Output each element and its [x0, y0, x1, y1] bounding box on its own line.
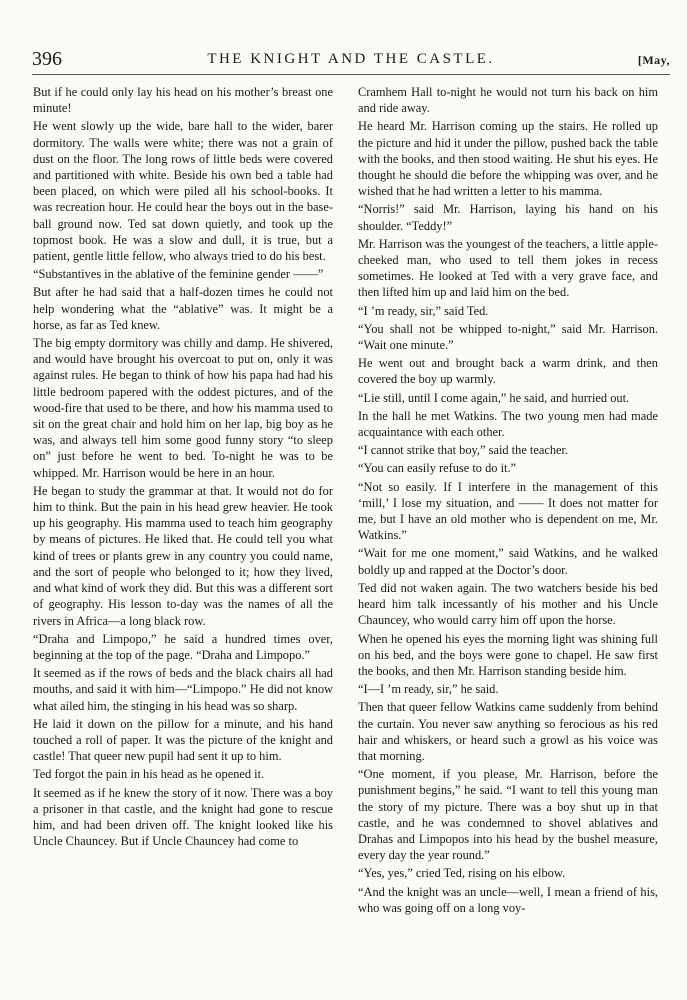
paragraph: In the hall he met Watkins. The two young men had made acquaintance with each other. — [358, 408, 658, 440]
paragraph: Then that queer fellow Watkins came suddenly from behind the curtain. You never saw anything so ferocious as his red hair and whiskers, or heard such a growl as his voice was that morning. — [358, 700, 658, 763]
page-header — [32, 44, 670, 75]
paragraph: He went slowly up the wide, bare hall to the wider, barer dormitory. The walls were white; there was not a grain of dust on the floor. The long rows of little beds were covered and partitioned with white. Beside his own bed a table had been placed, on which were piled all his school-books. It was recreation hour. He could hear the boys out in the base-ball ground now. Ted sat down quietly, and took up the topmost book. He was a slow and dull, it is true, but a patient, gentle little fellow, who always tried to do his best. — [33, 119, 333, 264]
paragraph: He went out and brought back a warm drink, and then covered the boy up warmly. — [358, 356, 658, 387]
paragraph: When he opened his eyes the morning light was shining full on his bed, and the boys were gone to chapel. He saw first the books, and then Mr. Harrison standing beside him. — [358, 631, 658, 678]
paragraph: But after he had said that a half-dozen times he could not help wondering what the “ablative” was. It might be a horse, as far as Ted knew. — [33, 285, 333, 332]
paragraph: “I ’m ready, sir,” said Ted. — [358, 303, 489, 318]
paragraph: “I cannot strike that boy,” said the teacher. — [358, 443, 569, 458]
paragraph: Cramhem Hall to-night he would not turn his back on him and ride away. — [358, 85, 658, 116]
paragraph: It seemed as if the rows of beds and the black chairs all had mouths, and said it with him—“Limpopo.” He did not know what ailed him, the stinging in his head was so sharp. — [33, 666, 333, 713]
paragraph: He began to study the grammar at that. It would not do for him to think. But the pain in his head grew heavier. He took up his geography. His mamma used to teach him geography by means of pictures. He liked that. He could tell you what kind of trees or plants grew in any country you could name, and the sort of people who belonged to it; how they lived, and what kind of work they did. But this was a different sort of geography. His lesson to-day was the names of all the rivers in Africa—a long black row. — [33, 483, 333, 628]
paragraph: “Wait for me one moment,” said Watkins, and he walked boldly up and rapped at the Doctor’s door. — [358, 546, 658, 577]
left-column — [33, 84, 333, 849]
paragraph: Ted forgot the pain in his head as he opened it. — [33, 767, 265, 782]
page-number: 396 — [32, 48, 62, 70]
paragraph: He heard Mr. Harrison coming up the stairs. He rolled up the picture and hid it under the pillow, pushed back the table with the books, and then stood waiting. He shut his eyes. He thought he should die before the whipping was over, and he wished that he had written a letter to his mamma. — [358, 119, 658, 199]
right-column — [358, 84, 658, 916]
paragraph: “You shall not be whipped to-night,” said Mr. Harrison. “Wait one minute.” — [358, 321, 658, 353]
paragraph: “Yes, yes,” cried Ted, rising on his elbow. — [358, 866, 566, 881]
paragraph: Ted did not waken again. The two watchers beside his bed heard him talk incessantly of his mother and his Uncle Chauncey, who would carry him off upon the horse. — [358, 580, 658, 628]
issue-month: [May, — [637, 53, 670, 67]
paragraph: “Norris!” said Mr. Harrison, laying his hand on his shoulder. “Teddy!” — [358, 202, 658, 233]
paragraph: “Lie still, until I come again,” he said, and hurried out. — [358, 390, 630, 405]
paragraph: “And the knight was an uncle—well, I mean a friend of his, who was going off on a long voy- — [358, 884, 658, 915]
paragraph: “Not so easily. If I interfere in the management of this ‘mill,’ I lose my situation, and —— It does not matter for me, but I have an old mother who is dependent on me, Mr. Watkins.” — [358, 479, 658, 543]
paragraph: It seemed as if he knew the story of it now. There was a boy a prisoner in that castle, and the knight had gone to rescue him, and had been driven off. The knight looked like his Uncle Chauncey. But if Uncle Chauncey had come to — [33, 785, 333, 849]
paragraph: “One moment, if you please, Mr. Harrison, before the punishment begins,” he said. “I want to tell this young man the story of my picture. There was a boy shut up in that castle, and he was condemned to shovel ablatives and Drahas and Limpopos into his head by the bushel measure, every day the year round.” — [358, 767, 658, 863]
paragraph: “I—I ’m ready, sir,” he said. — [358, 682, 499, 697]
paragraph: “Draha and Limpopo,” he said a hundred times over, beginning at the top of the page. “Draha and Limpopo.” — [33, 631, 333, 662]
paragraph: The big empty dormitory was chilly and damp. He shivered, and would have brought his overcoat to put on, only it was against rules. He began to think of how his papa had had his little bedroom papered with the oddest pictures, and of the wood-fire that used to be there, and how his mamma used to sit on the great chair and hold him on her lap, big boy as he was, and always tell him some good funny story “to sleep on” just before he went to bed. To-night he was to be whipped. Mr. Harrison would be here in an hour. — [33, 336, 333, 480]
paragraph: But if he could only lay his head on his mother’s breast one minute! — [33, 85, 333, 116]
paragraph: “You can easily refuse to do it.” — [358, 461, 517, 476]
running-title: THE KNIGHT AND THE CASTLE. — [207, 51, 495, 67]
paragraph: He laid it down on the pillow for a minute, and his hand touched a roll of paper. It was the picture of the knight and castle! That queer new pupil had sent it up to him. — [33, 716, 333, 764]
paragraph: “Substantives in the ablative of the feminine gender ——” — [33, 267, 324, 282]
paragraph: Mr. Harrison was the youngest of the teachers, a little apple-cheeked man, who used to tell them jokes in recess sometimes. He looked at Ted with a very grave face, and then lifted him up and laid him on the bed. — [358, 236, 658, 300]
